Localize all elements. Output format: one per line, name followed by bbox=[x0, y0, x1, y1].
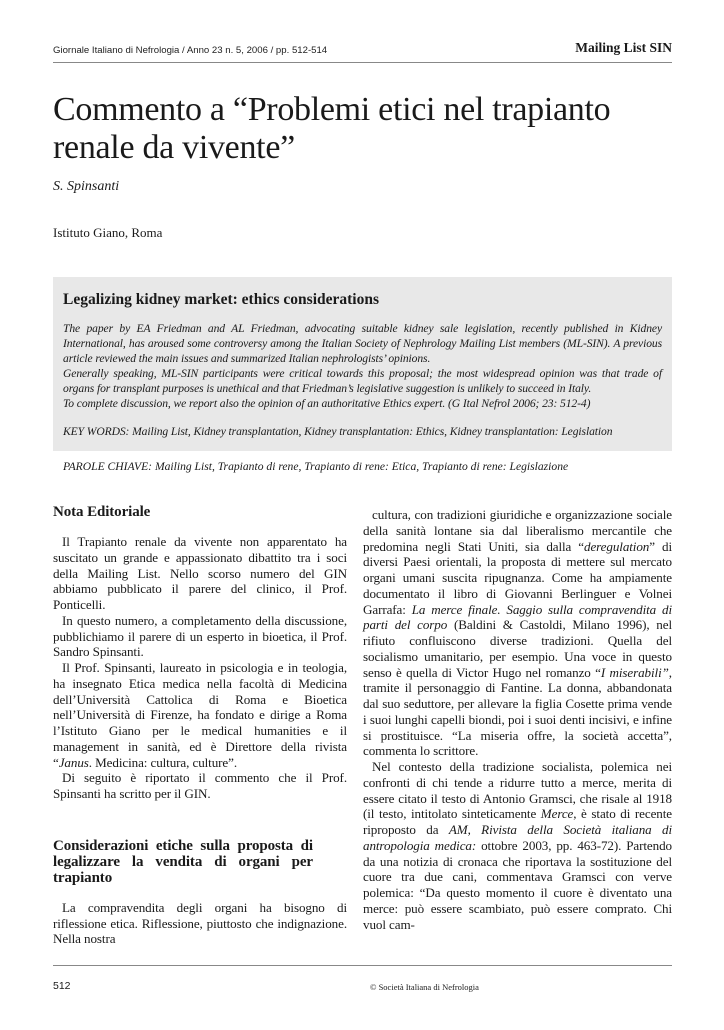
italic-text: deregulation bbox=[584, 538, 650, 554]
paragraph bbox=[53, 770, 347, 802]
text-run: Il Trapianto renale da vivente non apparentato ha suscitato un grande e appassionato dibattito tra i soci della Mailing List. Nello scorso numero del GIN abbiamo pubblicato il parere del clinico, il Prof. Ponticelli. bbox=[53, 534, 347, 612]
text-run: ” di diversi Paesi orientali, la proposta di mettere sul mercato organi umani suscita ripugnanza. Come ha ampiamente documentato il libro di Giovanni Berlinguer e Volnei Garrafa: bbox=[363, 538, 672, 617]
text-run: La compravendita degli organi ha bisogno di riflessione etica. Riflessione, piuttosto che indignazione. Nella nostra bbox=[53, 899, 347, 947]
italic-text: AM, Rivista della Società italiana di antropologia medica: bbox=[363, 822, 672, 853]
abstract-paragraph: The paper by EA Friedman and AL Friedman, advocating suitable kidney sale legislation, recently published in Kidney International, has aroused some controversy among the Italian Society of Nephrology Mailing List members (ML-SIN). A previous article reviewed the main issues and summarized Italian nephrologists’ opinions. bbox=[63, 322, 662, 365]
abstract-box bbox=[53, 277, 672, 451]
italic-text: La merce finale. Saggio sulla compravendita di parti del corpo bbox=[363, 601, 673, 633]
text-run: (Baldini & Castoldi, Milano 1996), nel rifiuto confluiscono diverse tradizioni. Quella del socialismo umanitario, per esempio. Una voce in questo senso è quella di Victor Hugo nel romanzo “ bbox=[363, 617, 673, 680]
footer-row bbox=[53, 980, 672, 1000]
paragraph bbox=[53, 660, 347, 770]
italic-text: Janus bbox=[58, 754, 89, 770]
paragraph bbox=[53, 534, 347, 613]
text-run: In questo numero, a completamento della discussione, pubblichiamo il parere di un esperto in bioetica, il Prof. Sandro Spinsanti. bbox=[53, 612, 347, 660]
text-run: Di seguito è riportato il commento che il Prof. Spinsanti ha scritto per il GIN. bbox=[53, 770, 347, 801]
section-body bbox=[363, 507, 672, 932]
article-title: Commento a “Problemi etici nel trapianto renale da vivente” bbox=[53, 91, 611, 166]
left-column bbox=[53, 504, 347, 947]
text-run: , è stato di recente riproposto da bbox=[363, 806, 672, 837]
italic-text: I miserabili” bbox=[600, 664, 669, 680]
text-run: cultura, con tradizioni giuridiche e organizzazione sociale della sanità lontane sia dal liberalismo mercantile che predomina negli Stati Uniti, sia dalla “ bbox=[363, 507, 672, 554]
text-run: , tramite il personaggio di Fantine. La donna, abbandonata dal suo seduttore, per allevare la figlia Cosette prima vende i suoi lunghi capelli biondi, poi i suoi denti incisivi, e infine si prostituisce. “La miseria offre, la società accetta”, commenta lo scrittore. bbox=[363, 664, 672, 759]
abstract-title: Legalizing kidney market: ethics considerations bbox=[63, 291, 380, 308]
section-body bbox=[53, 900, 347, 947]
copyright: © Società Italiana di Nefrologia bbox=[370, 982, 479, 992]
section-label: Mailing List SIN bbox=[575, 40, 672, 55]
paragraph bbox=[53, 900, 347, 947]
text-run: Il Prof. Spinsanti, laureato in psicologia e in teologia, ha insegnato Etica medica nella facoltà di Medicina dell’Università Cattolica di Roma e Bioetica nell’Università di Firenze, ha fondato e dirige a Roma l’Istituto Giano per le medical humanities e il management in sanità, ed è Direttore della rivista “ bbox=[53, 660, 347, 770]
page-header bbox=[53, 40, 672, 63]
section-body bbox=[53, 534, 347, 802]
paragraph bbox=[363, 759, 672, 932]
author: S. Spinsanti bbox=[53, 179, 120, 194]
section-heading: Nota Editoriale bbox=[53, 504, 151, 520]
right-column bbox=[363, 507, 672, 932]
page-number: 512 bbox=[53, 980, 71, 992]
journal-citation: Giornale Italiano di Nefrologia / Anno 23 n. 5, 2006 / pp. 512-514 bbox=[53, 45, 328, 56]
abstract-paragraph: To complete discussion, we report also the opinion of an authoritative Ethics expert. (G Ital Nefrol 2006; 23: 512-4) bbox=[63, 397, 591, 410]
italic-text: Merce bbox=[540, 806, 574, 822]
text-run: . Medicina: cultura, culture”. bbox=[88, 754, 238, 770]
paragraph bbox=[53, 613, 347, 660]
keywords: KEY WORDS: Mailing List, Kidney transplantation, Kidney transplantation: Ethics, Kidney transplantation: Legislation bbox=[63, 425, 613, 438]
text-run: ottobre 2003, pp. 463-72). Partendo da una notizia di cronaca che riportava la sostituzione del cuore tra due cani, commentava Gramsci con verve polemica: “Da questo momento il cuore è diventato una merce: può essere scambiato, può essere comprato. Chi vuol cam- bbox=[363, 837, 672, 932]
text-run: Nel contesto della tradizione socialista, polemica nei confronti di chi tende a ridurre tutto a merce, merita di essere citato il testo di Antonio Gramsci, che risale al 1918 (il testo, intitolato sinteticamente bbox=[363, 759, 672, 822]
page-footer bbox=[53, 947, 672, 1000]
abstract-paragraph: Generally speaking, ML-SIN participants were critical towards this proposal; the most widespread opinion was that trade of organs for transplant purposes is unethical and that Friedman’s legislative suggestion is unlikely to succeed in Italy. bbox=[63, 367, 662, 395]
institution: Istituto Giano, Roma bbox=[53, 225, 163, 240]
parole-chiave: PAROLE CHIAVE: Mailing List, Trapianto di rene, Trapianto di rene: Etica, Trapianto di rene: Legislazione bbox=[63, 460, 569, 473]
section-heading: Considerazioni etiche sulla proposta di legalizzare la vendita di organi per trapianto bbox=[53, 837, 313, 886]
paragraph bbox=[363, 507, 672, 759]
footer-divider bbox=[53, 965, 672, 966]
body-columns bbox=[53, 504, 672, 947]
